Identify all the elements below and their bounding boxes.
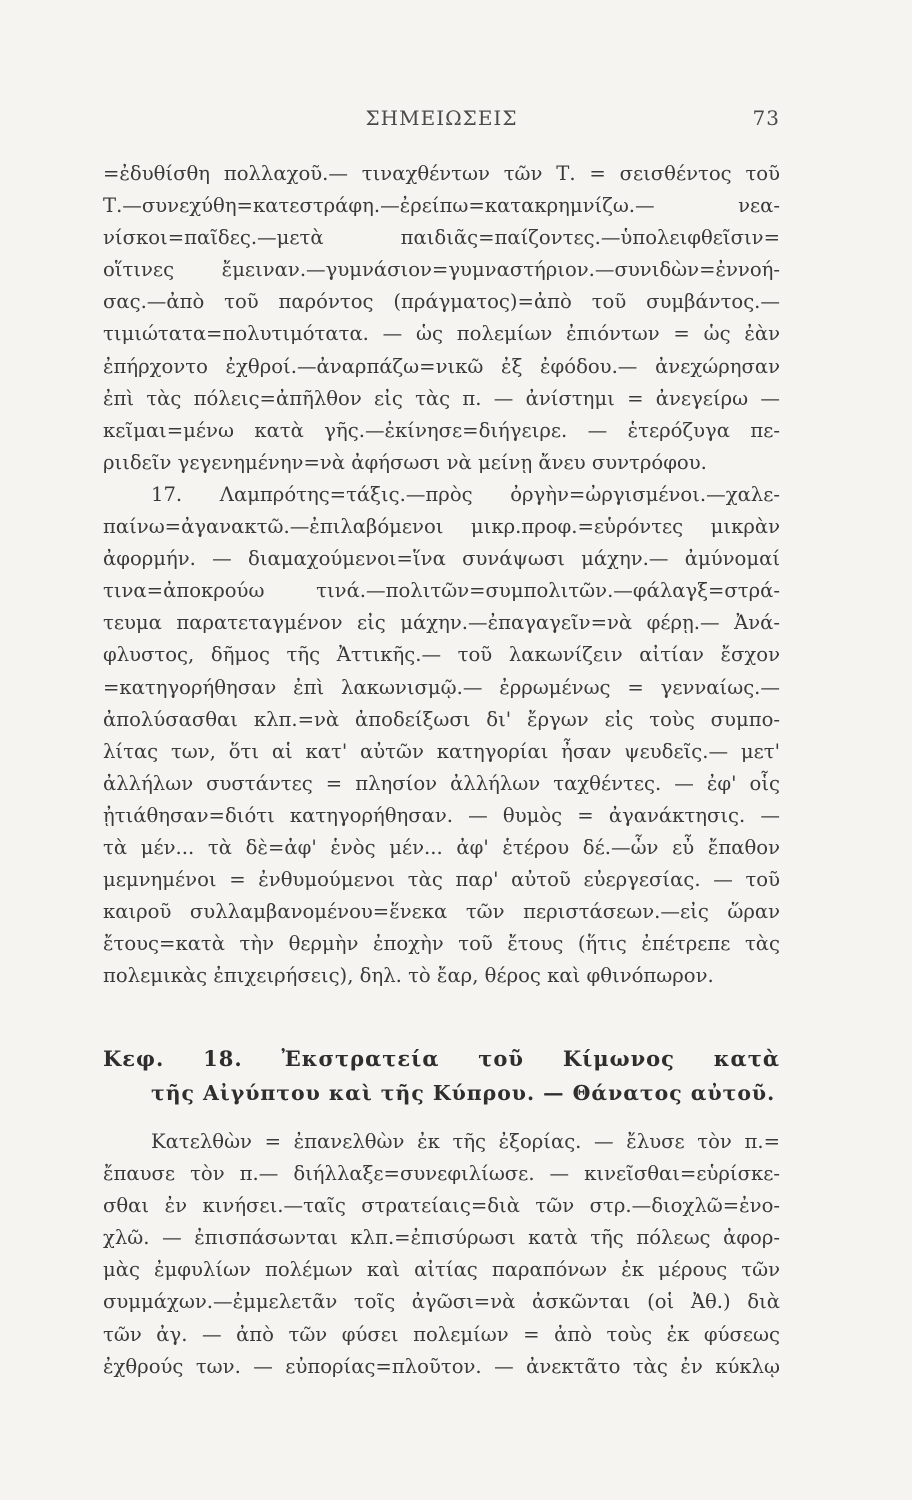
text-line: ᾐτιάθησαν=διότι κατηγορήθησαν. — θυμὸς = ἀγανάκτησις. — <box>103 803 780 827</box>
text-line: σας.—ἀπὸ τοῦ παρόντος (πράγματος)=ἀπὸ τοῦ συμβάντος.— <box>103 290 780 314</box>
text-line: τευμα παρατεταγμένον εἰς μάχην.—ἐπαγαγεῖν=νὰ φέρῃ.— Ἀνά- <box>103 611 780 635</box>
chapter-notes-block <box>103 1126 780 1383</box>
text-line: νίσκοι=παῖδες.—μετὰ παιδιᾶς=παίζοντες.—ὑπολειφθεῖσιν= <box>103 226 780 250</box>
text-line: μεμνημένοι = ἐνθυμούμενοι τὰς παρ' αὐτοῦ εὐεργεσίας. — τοῦ <box>103 868 780 892</box>
text-line: σθαι ἐν κινήσει.—ταῖς στρατείαις=διὰ τῶν στρ.—διοχλῶ=ἐνο- <box>103 1194 780 1218</box>
text-line: ριιδεῖν γεγενημένην=νὰ ἀφήσωσι νὰ μείνῃ ἄνευ συντρόφου. <box>103 450 707 474</box>
text-line: χλῶ. — ἐπισπάσωνται κλπ.=ἐπισύρωσι κατὰ τῆς πόλεως ἀφορ- <box>103 1226 780 1250</box>
chapter-heading <box>103 1042 780 1110</box>
text-line: ἐπήρχοντο ἐχθροί.—ἀναρπάζω=νικῶ ἐξ ἐφόδου.— ἀνεχώρησαν <box>103 354 780 378</box>
text-line: ἐπὶ τὰς πόλεις=ἀπῆλθον εἰς τὰς π. — ἀνίστημι = ἀνεγείρω — <box>103 386 780 410</box>
text-line: οἵτινες ἔμειναν.—γυμνάσιον=γυμναστήριον.—συνιδὼν=ἐννοή- <box>103 258 780 282</box>
notes-block <box>103 158 780 992</box>
text-line: ἐχθρούς των. — εὐπορίας=πλοῦτον. — ἀνεκτᾶτο τὰς ἐν κύκλῳ <box>103 1354 780 1378</box>
text-line: λίτας των, ὅτι αἱ κατ' αὐτῶν κατηγορίαι ἦσαν ψευδεῖς.— μετ' <box>103 739 780 763</box>
text-line: ἔπαυσε τὸν π.— διήλλαξε=συνεφιλίωσε. — κινεῖσθαι=εὑρίσκε- <box>103 1162 780 1186</box>
text-line: ἀπολύσασθαι κλπ.=νὰ ἀποδείξωσι δι' ἔργων εἰς τοὺς συμπο- <box>103 707 780 731</box>
text-line: τινα=ἀποκρούω τινά.—πολιτῶν=συμπολιτῶν.—φάλαγξ=στρά- <box>103 579 780 603</box>
text-line: =κατηγορήθησαν ἐπὶ λακωνισμῷ.— ἐρρωμένως = γενναίως.— <box>103 675 780 699</box>
text-line: ἀλλήλων συστάντες = πλησίον ἀλλήλων ταχθέντες. — ἐφ' οἷς <box>103 771 780 795</box>
text-line: 17. Λαμπρότης=τάξις.—πρὸς ὀργὴν=ὠργισμένοι.—χαλε- <box>151 482 780 506</box>
text-line: συμμάχων.—ἐμμελετᾶν τοῖς ἀγῶσι=νὰ ἀσκῶνται (οἱ Ἀθ.) διὰ <box>103 1290 780 1314</box>
text-line: τῶν ἀγ. — ἀπὸ τῶν φύσει πολεμίων = ἀπὸ τοὺς ἐκ φύσεως <box>103 1322 780 1346</box>
text-line: Τ.—συνεχύθη=κατεστράφη.—ἐρείπω=κατακρημνίζω.— νεα- <box>103 194 780 218</box>
text-line: ἀφορμήν. — διαμαχούμενοι=ἵνα συνάψωσι μάχην.— ἀμύνομαί <box>103 547 780 571</box>
text-line: φλυστος, δῆμος τῆς Ἀττικῆς.— τοῦ λακωνίζειν αἰτίαν ἔσχον <box>103 643 780 667</box>
text-line: παίνω=ἀγανακτῶ.—ἐπιλαβόμενοι μικρ.προφ.=εὑρόντες μικρὰν <box>103 515 780 539</box>
text-line: μὰς ἐμφυλίων πολέμων καὶ αἰτίας παραπόνων ἐκ μέρους τῶν <box>103 1258 780 1282</box>
page-number: 73 <box>752 106 780 130</box>
text-line: Κατελθὼν = ἐπανελθὼν ἐκ τῆς ἐξορίας. — ἔλυσε τὸν π.= <box>151 1130 780 1153</box>
text-line: καιροῦ συλλαμβανομένου=ἕνεκα τῶν περιστάσεων.—εἰς ὥραν <box>103 900 780 924</box>
chapter-heading-line: Κεφ. 18. Ἐκστρατεία τοῦ Κίμωνος κατὰ <box>103 1046 780 1071</box>
chapter-heading-line: τῆς Αἰγύπτου καὶ τῆς Κύπρου. — Θάνατος αὐτοῦ. <box>151 1081 776 1105</box>
text-line: =ἐδυθίσθη πολλαχοῦ.— τιναχθέντων τῶν Τ. = σεισθέντος τοῦ <box>103 162 780 185</box>
text-line: τιμιώτατα=πολυτιμότατα. — ὡς πολεμίων ἐπιόντων = ὡς ἐὰν <box>103 322 780 346</box>
text-line: ἔτους=κατὰ τὴν θερμὴν ἐποχὴν τοῦ ἔτους (ἥτις ἐπέτρεπε τὰς <box>103 932 780 956</box>
text-line: τὰ μέν... τὰ δὲ=ἀφ' ἑνὸς μέν... ἀφ' ἑτέρου δέ.—ὧν εὖ ἔπαθον <box>103 835 780 859</box>
text-line: κεῖμαι=μένω κατὰ γῆς.—ἐκίνησε=διήγειρε. — ἑτερόζυγα πε- <box>103 418 780 442</box>
text-line: πολεμικὰς ἐπιχειρήσεις), δηλ. τὸ ἔαρ, θέρος καὶ φθινόπωρον. <box>103 964 714 988</box>
running-title: ΣΗΜΕΙΩΣΕΙΣ <box>365 106 518 130</box>
